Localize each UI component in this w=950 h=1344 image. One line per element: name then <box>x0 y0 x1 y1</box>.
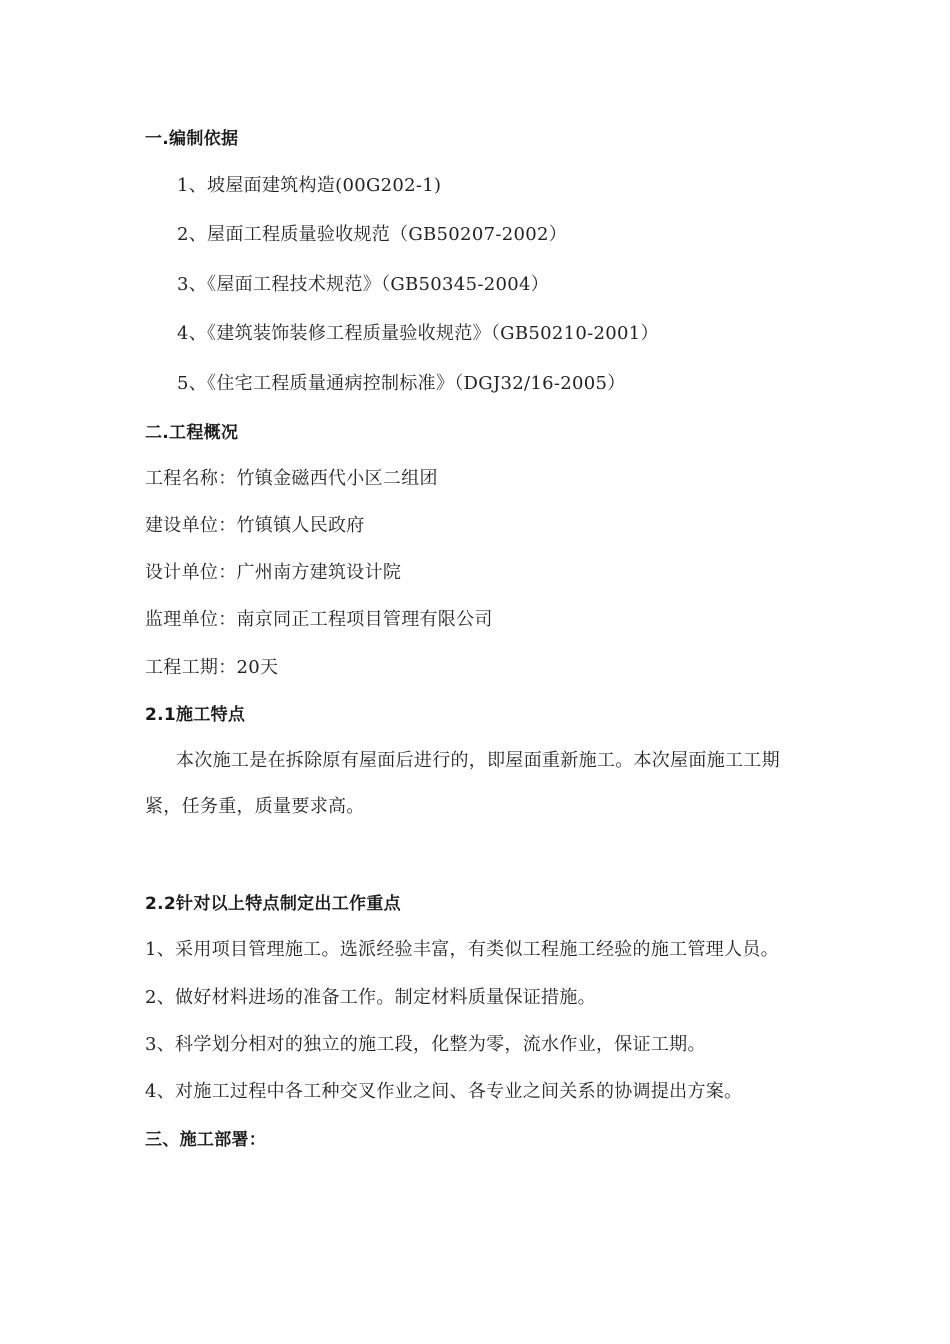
key-point-item: 2、做好材料进场的准备工作。制定材料质量保证措施。 <box>145 987 596 1008</box>
basis-item: 1、坡屋面建筑构造(00G202-1) <box>177 175 442 196</box>
subsection-heading-key-points: 2.2针对以上特点制定出工作重点 <box>145 894 401 914</box>
key-point-item: 3、科学划分相对的独立的施工段，化整为零，流水作业，保证工期。 <box>145 1034 706 1055</box>
key-point-item: 1、采用项目管理施工。选派经验丰富，有类似工程施工经验的施工管理人员。 <box>145 939 779 960</box>
features-paragraph: 本次施工是在拆除原有屋面后进行的，即屋面重新施工。本次屋面施工工期紧，任务重，质量要求高。 <box>145 750 780 817</box>
basis-item: 2、屋面工程质量验收规范（GB50207-2002） <box>177 224 568 245</box>
basis-item: 3、《屋面工程技术规范》（GB50345-2004） <box>177 274 550 295</box>
subsection-heading-features: 2.1施工特点 <box>145 705 246 725</box>
section-heading-basis: 一.编制依据 <box>145 129 239 149</box>
key-point-item: 4、对施工过程中各工种交叉作业之间、各专业之间关系的协调提出方案。 <box>145 1081 743 1102</box>
project-info-line: 监理单位：南京同正工程项目管理有限公司 <box>145 609 493 630</box>
project-info-line: 工程工期：20天 <box>145 657 279 678</box>
section-heading-overview: 二.工程概况 <box>145 423 239 443</box>
project-info-line: 建设单位：竹镇镇人民政府 <box>145 515 365 536</box>
basis-item: 5、《住宅工程质量通病控制标准》（DGJ32/16-2005） <box>177 373 626 394</box>
basis-item: 4、《建筑装饰装修工程质量验收规范》（GB50210-2001） <box>177 323 659 344</box>
section-heading-deployment: 三、施工部署： <box>145 1130 267 1150</box>
project-info-line: 工程名称：竹镇金磁西代小区二组团 <box>145 468 438 489</box>
project-info-line: 设计单位：广州南方建筑设计院 <box>145 562 402 583</box>
